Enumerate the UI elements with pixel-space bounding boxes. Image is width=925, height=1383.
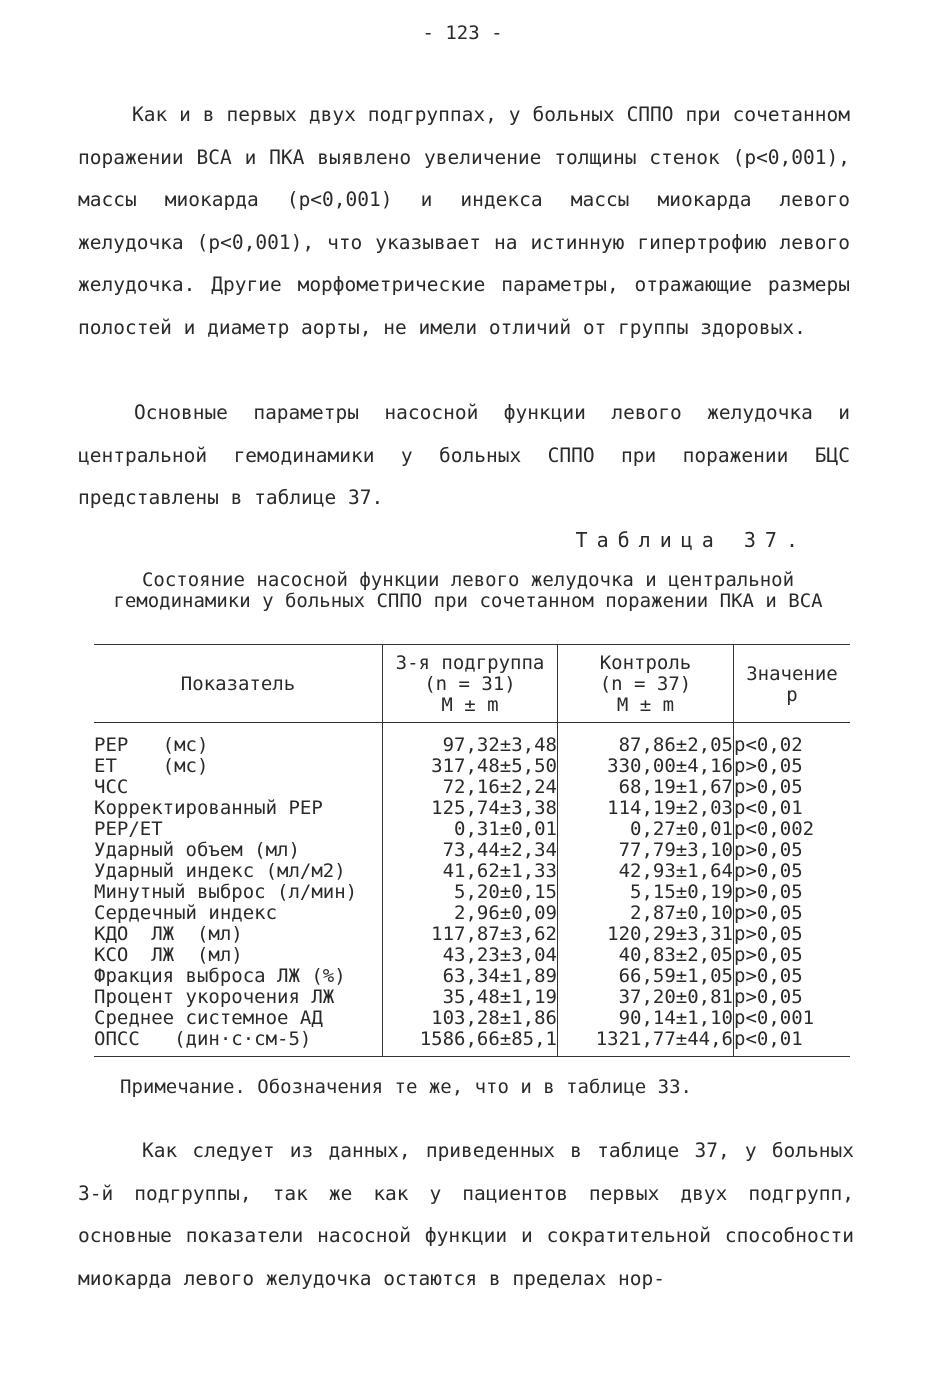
table-row xyxy=(94,777,850,798)
row-indicator: ОПСС (дин·с·см-5) xyxy=(94,1029,383,1057)
row-group-value: 2,96±0,09 xyxy=(383,903,558,924)
caption-line-2: гемодинамики у больных СППО при сочетанном поражении ПКА и ВСА xyxy=(113,590,823,612)
paragraph-1: Как и в первых двух подгруппах, у больных СППО при сочетанном поражении ВСА и ПКА выявлено увеличение толщины стенок (p<0,001), массы миокарда (p<0,001) и индекса массы миокарда левого желудочка (p<0,001), что указывает на истинную гипертрофию левого желудочка. Другие морфометрические параметры, отражающие размеры полостей и диаметр аорты, не имели отличий от группы здоровых. xyxy=(78,103,850,339)
row-group-value: 5,20±0,15 xyxy=(383,882,558,903)
row-group-value: 97,32±3,48 xyxy=(383,723,558,757)
row-group-value: 0,31±0,01 xyxy=(383,819,558,840)
row-group-value: 125,74±3,38 xyxy=(383,798,558,819)
row-group-value: 103,28±1,86 xyxy=(383,1008,558,1029)
header-group-title: 3-я подгруппа xyxy=(395,652,545,674)
row-p-value: p<0,01 xyxy=(734,798,851,819)
row-p-value: p<0,01 xyxy=(734,1029,851,1057)
row-p-value: p<0,002 xyxy=(734,819,851,840)
row-control-value: 90,14±1,10 xyxy=(558,1008,734,1029)
row-indicator: ET (мс) xyxy=(94,755,209,777)
table-row xyxy=(94,1008,850,1029)
paragraph-2: Основные параметры насосной функции левого желудочка и центральной гемодинамики у больных СППО при поражении БЦС представлены в таблице 37. xyxy=(78,401,850,510)
row-indicator: Процент укорочения ЛЖ xyxy=(94,986,335,1008)
table-row xyxy=(94,861,850,882)
table-label: Таблица 37. xyxy=(575,528,807,552)
table-row xyxy=(94,840,850,861)
row-group-value: 35,48±1,19 xyxy=(383,987,558,1008)
row-control-value: 77,79±3,10 xyxy=(558,840,734,861)
row-control-value: 2,87±0,10 xyxy=(558,903,734,924)
row-indicator: Минутный выброс (л/мин) xyxy=(94,881,358,903)
header-p-letter: p xyxy=(786,683,798,706)
table-row xyxy=(94,882,850,903)
row-indicator: PEP/ET xyxy=(94,818,163,840)
row-group-value: 41,62±1,33 xyxy=(383,861,558,882)
row-control-value: 37,20±0,81 xyxy=(558,987,734,1008)
row-group-value: 73,44±2,34 xyxy=(383,840,558,861)
row-p-value: p>0,05 xyxy=(734,987,851,1008)
row-indicator: Ударный объем (мл) xyxy=(94,839,300,861)
row-indicator: PEP (мс) xyxy=(94,734,209,756)
row-p-value: p<0,02 xyxy=(734,723,851,757)
table-row xyxy=(94,723,850,757)
row-p-value: p>0,05 xyxy=(734,840,851,861)
header-control-stat: M ± m xyxy=(616,694,675,716)
header-group xyxy=(383,645,558,723)
row-control-value: 5,15±0,19 xyxy=(558,882,734,903)
row-indicator: Сердечный индекс xyxy=(94,902,278,924)
table-row xyxy=(94,819,850,840)
row-indicator: Среднее системное АД xyxy=(94,1007,323,1029)
row-control-value: 66,59±1,05 xyxy=(558,966,734,987)
row-p-value: p>0,05 xyxy=(734,777,851,798)
row-p-value: p>0,05 xyxy=(734,903,851,924)
header-control-title: Контроль xyxy=(599,652,692,674)
row-control-value: 114,19±2,03 xyxy=(558,798,734,819)
paragraph-3: Как следует из данных, приведенных в таблице 37, у больных 3-й подгруппы, так же как у пациентов первых двух подгрупп, основные показатели насосной функции и сократительной способности миокарда левого желудочка остаются в пределах нор- xyxy=(78,1139,854,1290)
table-row xyxy=(94,1029,850,1057)
table-row xyxy=(94,987,850,1008)
header-indicator: Показатель xyxy=(94,645,383,723)
row-control-value: 120,29±3,31 xyxy=(558,924,734,945)
table-row xyxy=(94,945,850,966)
table-header-row xyxy=(94,645,850,723)
table-row xyxy=(94,756,850,777)
header-group-n: (n = 31) xyxy=(424,673,516,695)
row-control-value: 1321,77±44,6 xyxy=(558,1029,734,1057)
row-p-value: p>0,05 xyxy=(734,861,851,882)
row-indicator: Ударный индекс (мл/м2) xyxy=(94,860,346,882)
row-p-value: p>0,05 xyxy=(734,924,851,945)
table-row xyxy=(94,966,850,987)
row-group-value: 72,16±2,24 xyxy=(383,777,558,798)
row-indicator: Фракция выброса ЛЖ (%) xyxy=(94,965,346,987)
row-p-value: p>0,05 xyxy=(734,882,851,903)
row-indicator: КСО ЛЖ (мл) xyxy=(94,944,243,966)
row-group-value: 43,23±3,04 xyxy=(383,945,558,966)
table-caption xyxy=(78,570,858,612)
page-number: - 123 - xyxy=(422,22,503,44)
row-group-value: 63,34±1,89 xyxy=(383,966,558,987)
row-group-value: 317,48±5,50 xyxy=(383,756,558,777)
row-control-value: 87,86±2,05 xyxy=(558,723,734,757)
table-row xyxy=(94,924,850,945)
table-row xyxy=(94,903,850,924)
data-table xyxy=(94,644,850,1057)
header-control-n: (n = 37) xyxy=(599,673,692,695)
header-p-title: Значение xyxy=(746,662,838,685)
row-indicator: ЧСС xyxy=(94,776,129,798)
row-p-value: p>0,05 xyxy=(734,945,851,966)
row-group-value: 1586,66±85,1 xyxy=(383,1029,558,1057)
header-p xyxy=(734,645,851,723)
row-control-value: 68,19±1,67 xyxy=(558,777,734,798)
header-control xyxy=(558,645,734,723)
row-indicator: Корректированный PEP xyxy=(94,797,323,819)
row-p-value: p<0,001 xyxy=(734,1008,851,1029)
table-note: Примечание. Обозначения те же, что и в таблице 33. xyxy=(120,1076,692,1098)
row-control-value: 0,27±0,01 xyxy=(558,819,734,840)
row-p-value: p>0,05 xyxy=(734,756,851,777)
table-row xyxy=(94,798,850,819)
row-control-value: 42,93±1,64 xyxy=(558,861,734,882)
row-control-value: 40,83±2,05 xyxy=(558,945,734,966)
header-group-stat: M ± m xyxy=(441,694,499,716)
row-group-value: 117,87±3,62 xyxy=(383,924,558,945)
row-indicator: КДО ЛЖ (мл) xyxy=(94,923,243,945)
row-p-value: p>0,05 xyxy=(734,966,851,987)
row-control-value: 330,00±4,16 xyxy=(558,756,734,777)
caption-line-1: Состояние насосной функции левого желудочка и центральной xyxy=(141,569,795,591)
